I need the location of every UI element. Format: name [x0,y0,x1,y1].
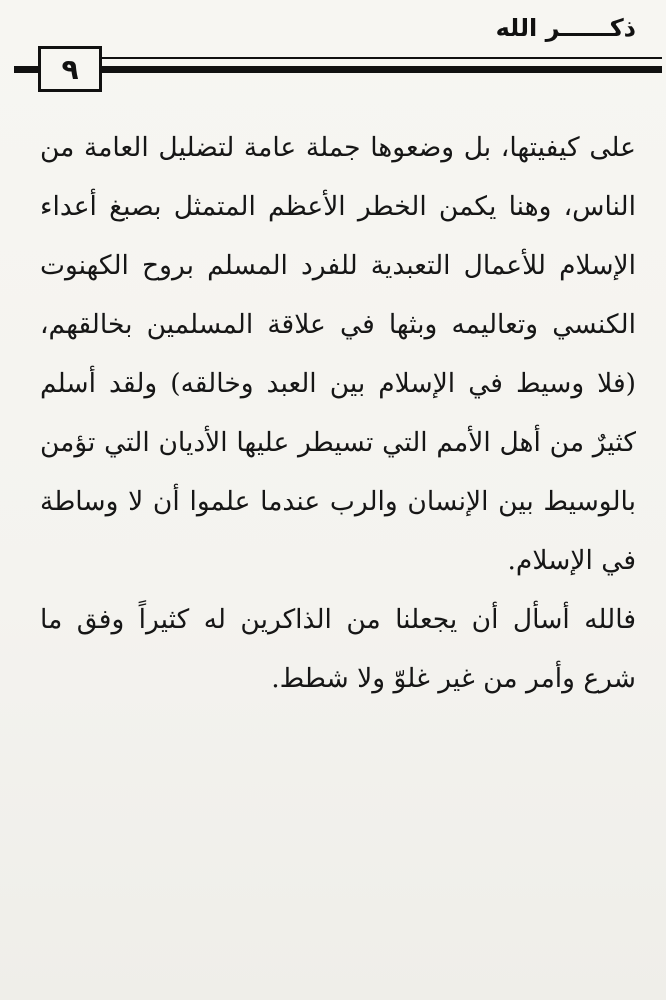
page-number: ٩ [38,46,102,92]
paragraph-2: فالله أسأل أن يجعلنا من الذاكرين له كثيراً وفق ما شرع وأمر من غير غلوّ ولا شطط. [40,604,636,694]
paragraph-1: على كيفيتها، بل وضعوها جملة عامة لتضليل العامة من الناس، وهنا يكمن الخطر الأعظم المتمثل بصبغ أعداء الإسلام للأعمال التعبدية للفرد المسلم بروح الكهنوت الكنسي وتعاليمه وبثها في علاقة المسلمين بخالقهم، (فلا وسيط في الإسلام بين العبد وخالقه) ولقد أسلم كثيرٌ من أهل الأمم التي تسيطر عليها الأديان التي تؤمن بالوسيط بين الإنسان والرب عندما علموا أن لا وساطة في الإسلام. [40,132,636,576]
header-rule-left-tick [14,66,38,73]
header-rule-thin [102,57,662,59]
running-title: ذكــــــر الله [495,14,636,42]
header-rule [102,66,662,73]
body-text [40,118,636,708]
